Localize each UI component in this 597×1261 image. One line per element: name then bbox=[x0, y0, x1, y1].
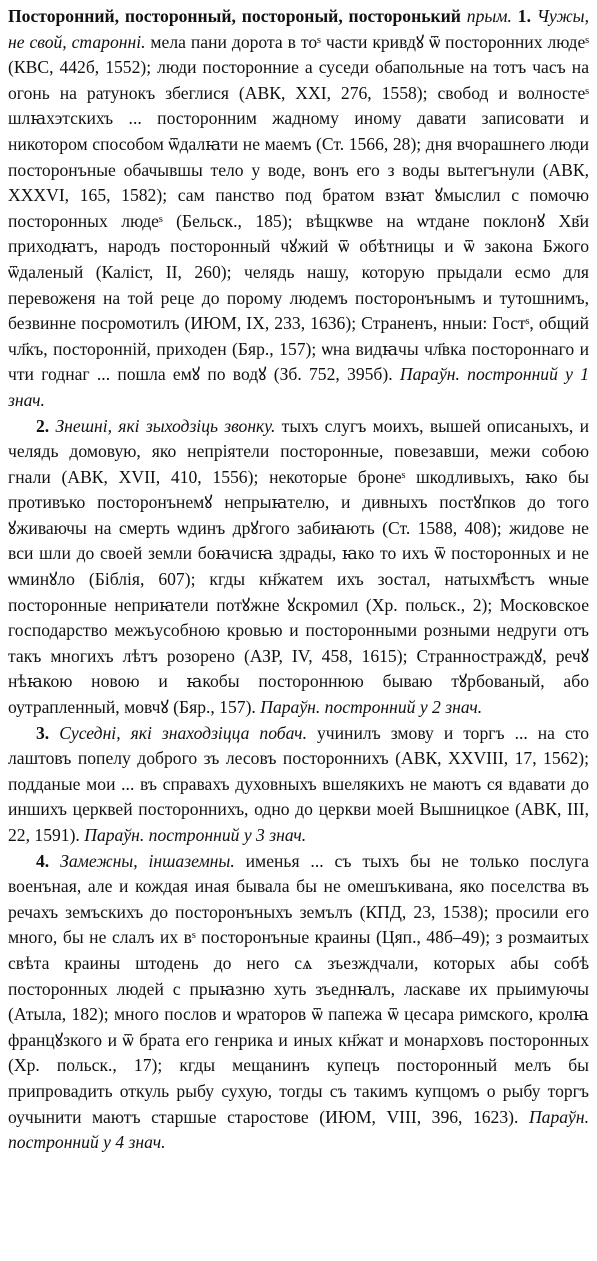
sense-3 bbox=[8, 721, 589, 849]
sense-citations: тыхъ слугъ моихъ, вышей описаныхъ, и челядь домовую, яко непрiятели посторонные, повезавши, межи собою гнали (АВК, XVII, 410, 1556); некоторые бронеˢ шкодливыхъ, ꙗко бы противъко посторонънемꙋ непрыꙗтелю, и дивныхъ постꙋпков до того ꙋживаючы на смерть ѡдинъ дрꙋгого забиꙗють (Ст. 1588, 408); жидове не вси шли до своей земли боꙗчисꙗ здрады, ꙗко то ихъ ѿ посторонных и не ѡминꙋло (Бiблiя, 607); кгды кн҃жатем ихъ зостал, натыхм҃ѣстъ ѡные посторонные неприꙗтели потꙋжне ꙋскромил (Хр. польск., 2); Московское господарство межъусобною кровью и посторонными розными недруги отъ такъ многихъ лѣтъ розорено (АЗР, IV, 458, 1615); Странностраждꙋ, речꙋ нѣꙗкою новою и ꙗкобы постороннюю бываю тꙋрбованый, або оутрапленный, мовчꙋ (Бяр., 157). bbox=[8, 415, 589, 718]
sense-citations: учинилъ змову и торгъ ... на сто лаштовъ попелу доброго зъ лесовъ постороннихъ (АВК, XXVIII, 17, 1562); подданые мои ... въ справахъ духовныхъ вшелякихъ не маютъ ся вдавати до иншихъ церквей постороннихъ, одно до церкви моей Вышницкое (АВК, III, 22, 1591). bbox=[8, 722, 590, 845]
sense-4 bbox=[8, 849, 589, 1156]
sense-number: 4. bbox=[36, 850, 50, 871]
cross-reference: Параўн. постронний у 2 знач. bbox=[260, 697, 483, 718]
sense-gloss: Суседнi, якi знаходзiцца побач. bbox=[59, 722, 307, 743]
sense-1 bbox=[8, 4, 589, 414]
sense-number: 3. bbox=[36, 722, 50, 743]
sense-2 bbox=[8, 414, 589, 721]
sense-citations: мела пани дорота в тоˢ части кривдꙋ ѿ посторонних людеˢ (КВС, 442б, 1552); люди посторонние а суседи обапольные на тотъ часъ на огонь на ратунокъ збеглися (АВК, XXI, 276, 1558); свобод и волностеˢ шлꙗхэтскихъ ... посторонним жадному иному давати записовати и никотором способом ѿдалꙗти не маемъ (Ст. 1566, 28); дня вчорашнего люди посторонъные обачывшы тело у воде, вонъ его з воды вытегънули (АВК, XXXVI, 165, 1582); сам панство под братом взꙗт ꙋмыслил с помочю посторонных людеˢ (Бельск., 185); вѣщкѡве на ѡтдане поклонꙋ Хв҃и приходꙗтъ, народъ посторонный чꙋжий ѿ обѣтницы и ѿ закона Бжого ѿдаленый (Калiст, II, 260); челядь нашу, которую прыдали есмо для перевоженя на той реце до порому людемъ посторонънымъ и тутошнимъ, безвинне посромотилъ (ИЮМ, IX, 233, 1636); Страненъ, нныи: Гостˢ, общий чл҃къ, посторонній, приходен (Бяр., 157); ѡна видꙗчы чл҃вка постороннаго и чти годнаг ... пошла емꙋ по водꙋ (Зб. 752, 395б). bbox=[8, 31, 589, 385]
part-of-speech: прым. bbox=[466, 6, 512, 26]
sense-gloss: Знешнi, якi зыходзiць звонку. bbox=[55, 415, 276, 436]
cross-reference: Параўн. постронний у 4 знач. bbox=[8, 1106, 589, 1153]
sense-citations: именья ... съ тыхъ бы не только послуга военъная, але и кождая иная бывала бы не омешъкивана, яко поселства въ речахъ земъскихъ до посторонъныхъ земълъ (КПД, 23, 1538); просили его много, бы не слалъ их вˢ посторонъные краины (Цяп., 48б–49); з розмаитых свѣта краины штодень до него сѧ зъезждчали, которых абы собѣ посторонных людей с прыꙗзню хуть зъеднꙗлъ, ласкаве их прыимуючы (Атыла, 182); много послов и ѡраторов ѿ папежа ѿ цесара римского, кролꙗ францꙋзкого и ѿ брата его генрика и иных кн҃жат и монарховъ посторонных (Хр. польск., 17); кгды мещанинъ купецъ посторонный мелъ бы припровадить откуль рыбу сухую, тогды съ такимъ купцомъ о рыбу торгъ оучынити маютъ старшые старостове (ИЮМ, VIII, 396, 1623). bbox=[8, 850, 589, 1127]
sense-number: 1. bbox=[517, 6, 531, 26]
cross-reference: Параўн. постронний у 3 знач. bbox=[84, 825, 307, 845]
cross-reference: Параўн. постронний у 1 знач. bbox=[8, 364, 589, 410]
sense-gloss: Замежны, iншаземны. bbox=[60, 850, 235, 871]
headword: Посторонний, посторонный, постороный, посторонький bbox=[8, 6, 461, 26]
sense-gloss: Чужы, не свой, староннi. bbox=[8, 6, 589, 52]
sense-number: 2. bbox=[36, 415, 50, 436]
